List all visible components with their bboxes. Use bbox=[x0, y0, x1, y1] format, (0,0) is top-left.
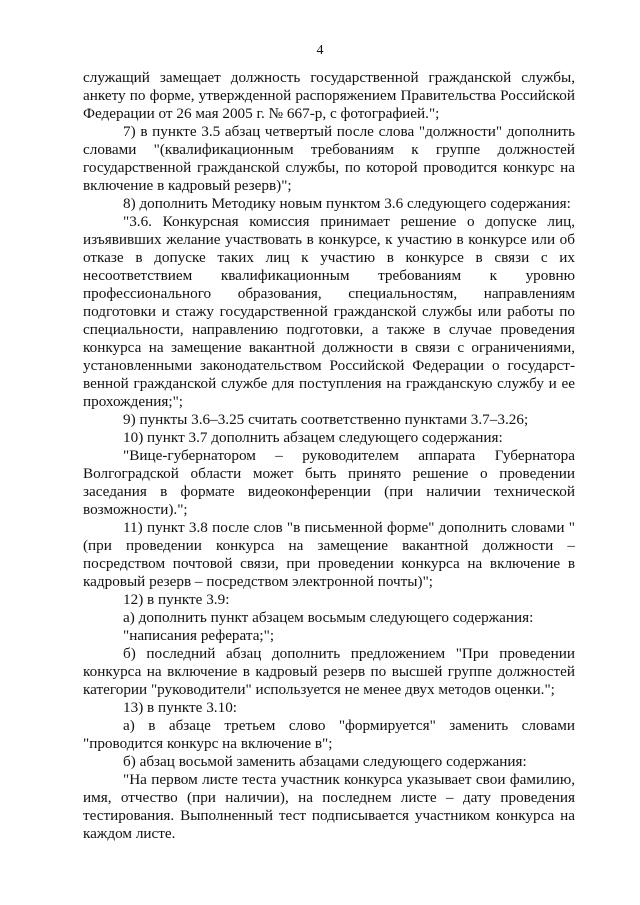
paragraph-item-7: 7) в пункте 3.5 абзац четвертый после слова "должности" дополнить словами "(квалификационным требованиям к группе должностей государственной гражданской службы, по которой проводится конкурс на включение в кадровый резерв)"; bbox=[83, 123, 575, 194]
paragraph-item-12-b: б) последний абзац дополнить предложением "При проведении конкурса на включение в кадровый резерв по высшей группе должностей категории "руководители" используется не менее двух методов оценки."; bbox=[83, 645, 575, 698]
paragraph-item-8: 8) дополнить Методику новым пунктом 3.6 следующего содержания: bbox=[123, 195, 571, 212]
paragraph-item-12-a: а) дополнить пункт абзацем восьмым следующего содержания: bbox=[123, 609, 534, 626]
paragraph-quote-test: "На первом листе теста участник конкурса указывает свои фамилию, имя, отчество (при наличии), на последнем листе – дату проведения тестирования. Выполненный тест подписывается участником конкурса на каждом листе. bbox=[83, 771, 575, 842]
paragraph-quote-3-6: "3.6. Конкурсная комиссия принимает решение о допуске лиц, изъявивших желание участвовать в конкурсе, к участию в конкурсе или об отказе в допуске таких лиц к участию в конкурсе в связи с их несоответствием квалификационным требованиям к уровню профессионального образования, специальностям, направлениям подготовки и стажу государственной гражданской службы или работы по специальности, направлению подготовки, а также в случае проведения конкурса на замещение вакантной должности в связи с ограничениями, установленными законодательством Российской Федерации о государственной гражданской службе для поступления на гражданскую службу и ее прохождения;"; bbox=[83, 213, 575, 410]
paragraph-quote-essay: "написания реферата;"; bbox=[123, 627, 275, 644]
paragraph-item-12: 12) в пункте 3.9: bbox=[123, 591, 230, 608]
document-body bbox=[83, 69, 575, 843]
paragraph-item-13: 13) в пункте 3.10: bbox=[123, 699, 238, 716]
paragraph-item-10: 10) пункт 3.7 дополнить абзацем следующего содержания: bbox=[123, 429, 503, 446]
page-number: 4 bbox=[316, 43, 324, 58]
paragraph-quote-vice-governor: "Вице-губернатором – руководителем аппарата Губернатора Волгоградской области может быть принято решение о проведении заседания в формате видеоконференции (при наличии технической возможности)."; bbox=[83, 447, 575, 518]
paragraph-item-13-b: б) абзац восьмой заменить абзацами следующего содержания: bbox=[123, 753, 527, 770]
paragraph-item-11: 11) пункт 3.8 после слов "в письменной форме" дополнить словами "(при проведении конкурса на замещение вакантной должности – посредством почтовой связи, при проведении конкурса на включение в кадровый резерв – посредством электронной почты)"; bbox=[83, 519, 575, 590]
paragraph-item-9: 9) пункты 3.6–3.25 считать соответственно пунктами 3.7–3.26; bbox=[123, 411, 529, 428]
paragraph-continuation: служащий замещает должность государственной гражданской службы, анкету по форме, утвержденной распоряжением Правительства Российской Федерации от 26 мая 2005 г. № 667-р, с фотографией."; bbox=[83, 69, 575, 122]
paragraph-item-13-a: а) в абзаце третьем слово "формируется" заменить словами "проводится конкурс на включение в"; bbox=[83, 717, 575, 752]
